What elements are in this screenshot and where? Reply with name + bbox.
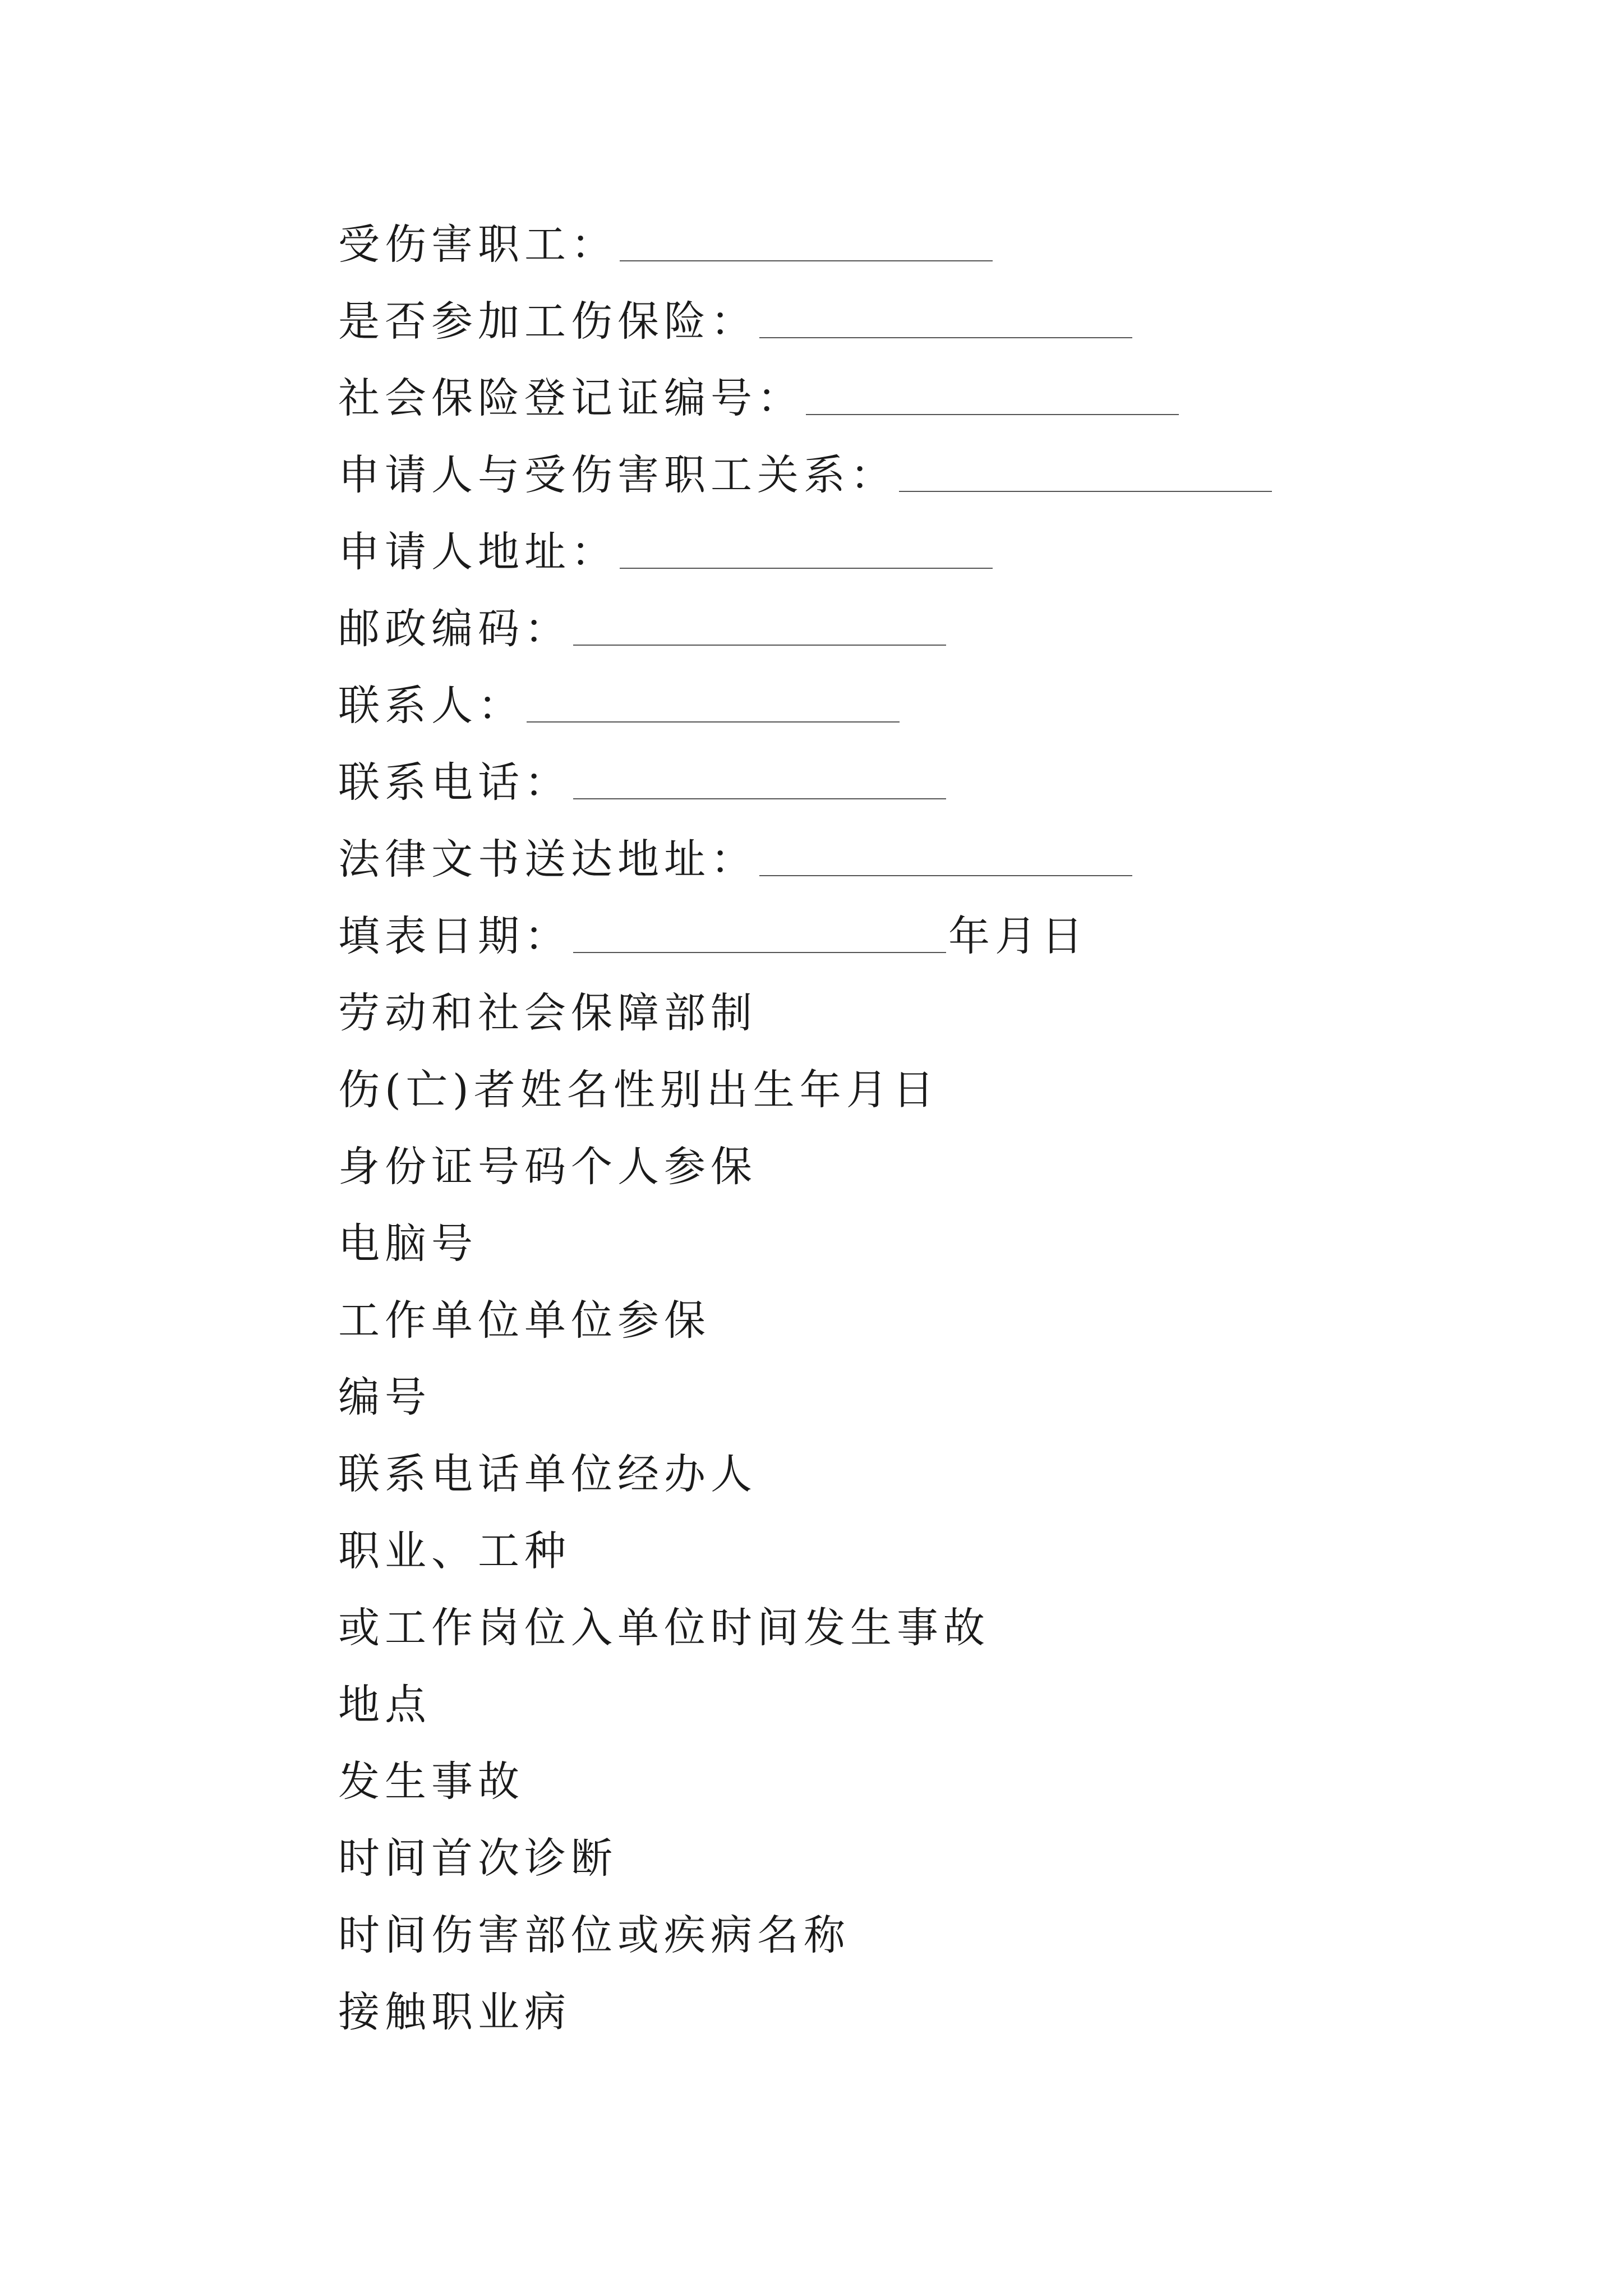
body-line [338,1974,1460,2051]
field-label: 社会保险登记证编号： [338,374,804,422]
field-label: 联系人： [338,682,524,730]
field-injured-worker [338,206,1460,283]
body-line [338,1667,1460,1743]
body-line [338,1743,1460,1820]
field-insurance-cert-number [338,360,1460,437]
body-line [338,1513,1460,1590]
text-line: 电脑号 [338,1220,478,1268]
field-label: 受伤害职工： [338,220,617,269]
fill-blank[interactable] [573,898,946,953]
field-injury-insurance [338,283,1460,360]
fill-blank[interactable] [573,744,946,799]
field-label: 是否参加工伤保险： [338,297,757,346]
field-label: 邮政编码： [338,605,571,653]
fill-blank[interactable] [759,821,1132,876]
body-line [338,1897,1460,1974]
field-fill-date [338,898,1460,975]
document-content [338,206,1460,2051]
field-label: 法律文书送达地址： [338,835,757,884]
fill-blank[interactable] [620,514,993,569]
body-line [338,1820,1460,1897]
text-line: 发生事故 [338,1757,524,1806]
text-line: 身份证号码个人参保 [338,1143,757,1191]
fill-blank[interactable] [573,591,946,646]
field-contact-person [338,668,1460,744]
field-label: 申请人地址： [338,528,617,576]
text-line: 编号 [338,1373,431,1421]
fill-blank[interactable] [759,283,1132,338]
field-label: 联系电话： [338,758,571,807]
text-line: 伤(亡)者姓名性别出生年月日 [338,1066,939,1114]
text-line: 地点 [338,1681,431,1729]
text-line: 时间伤害部位或疾病名称 [338,1911,850,1959]
body-line [338,1436,1460,1513]
field-service-address [338,821,1460,898]
field-contact-phone [338,744,1460,821]
text-line: 工作单位单位参保 [338,1296,711,1345]
issuer-line [338,975,1460,1052]
fill-blank[interactable] [527,668,900,723]
fill-blank[interactable] [899,437,1272,492]
body-line [338,1282,1460,1359]
fill-blank[interactable] [620,206,993,261]
fill-blank[interactable] [806,360,1179,415]
field-applicant-relationship [338,437,1460,514]
text-line: 联系电话单位经办人 [338,1450,757,1498]
body-line [338,1129,1460,1205]
field-label: 申请人与受伤害职工关系： [338,451,897,499]
body-line [338,1205,1460,1282]
body-line [338,1052,1460,1129]
text-line: 时间首次诊断 [338,1834,617,1883]
text-line: 职业、工种 [338,1527,571,1575]
body-line [338,1590,1460,1667]
text-line: 或工作岗位入单位时间发生事故 [338,1604,990,1652]
field-applicant-address [338,514,1460,591]
field-postal-code [338,591,1460,668]
text-line: 劳动和社会保障部制 [338,989,757,1037]
body-line [338,1359,1460,1436]
date-suffix: 年月日 [948,912,1088,960]
field-label: 填表日期： [338,912,571,960]
text-line: 接触职业病 [338,1988,571,2036]
